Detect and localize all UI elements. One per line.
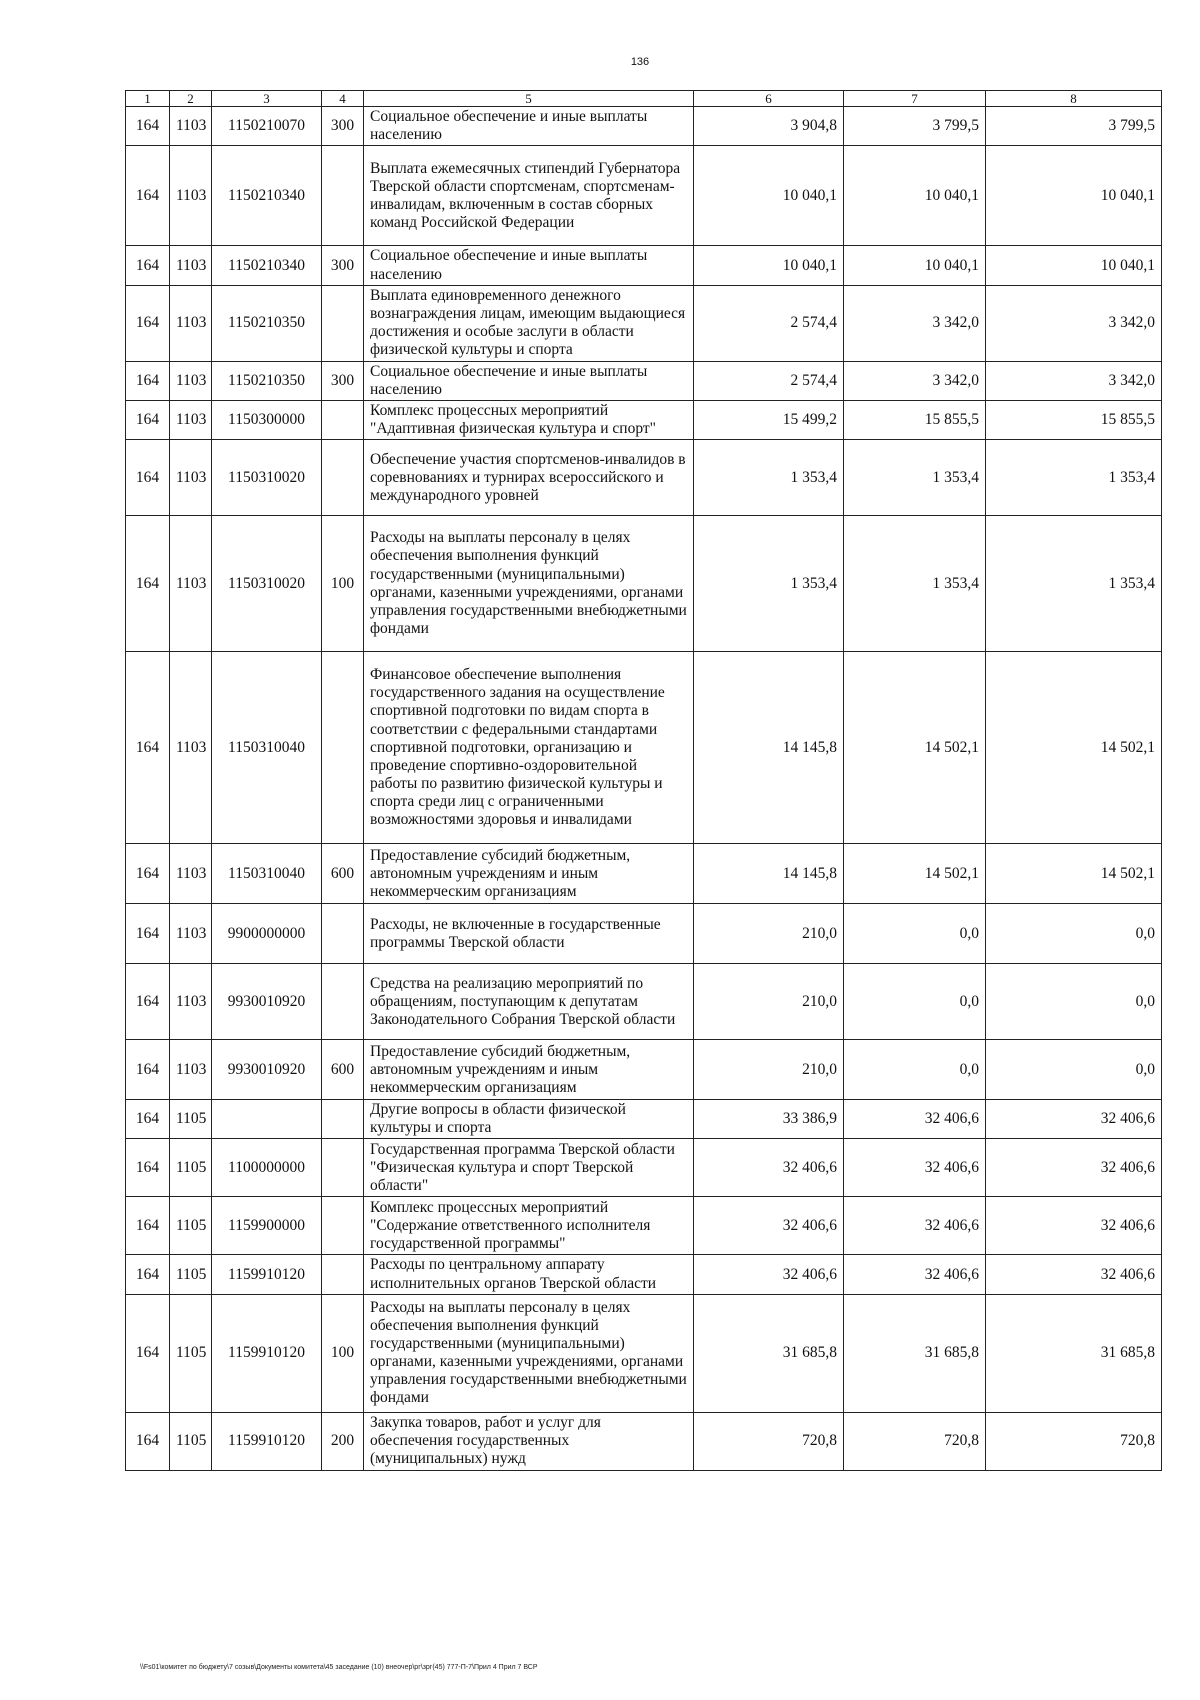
- cell-description: Государственная программа Тверской области "Физическая культура и спорт Тверской области": [364, 1139, 694, 1197]
- table-row: [126, 285, 1162, 361]
- cell-section-code: 164: [126, 904, 170, 964]
- cell-value-col8: 0,0: [986, 904, 1162, 964]
- cell-value-col8: 720,8: [986, 1412, 1162, 1470]
- cell-value-col7: 14 502,1: [844, 652, 986, 844]
- table-row: [126, 1294, 1162, 1412]
- cell-section-code: 164: [126, 146, 170, 246]
- cell-subsection-code: 1103: [170, 904, 212, 964]
- cell-expense-type: 200: [322, 1412, 364, 1470]
- table-row: [126, 146, 1162, 246]
- cell-section-code: 164: [126, 400, 170, 439]
- cell-target-article: 1159900000: [212, 1197, 322, 1255]
- table-row: [126, 440, 1162, 516]
- cell-value-col7: 1 353,4: [844, 516, 986, 652]
- cell-target-article: 1150210340: [212, 246, 322, 285]
- cell-target-article: 1150300000: [212, 400, 322, 439]
- cell-target-article: 9930010920: [212, 964, 322, 1040]
- cell-section-code: 164: [126, 964, 170, 1040]
- cell-description: Финансовое обеспечение выполнения государственного задания на осуществление спортивной подготовки по видам спорта в соответствии с федеральными стандартами спортивной подготовки, организацию и проведение спортивно-оздоровительной работы по развитию физической культуры и спорта среди лиц с ограниченными возможностями здоровья и инвалидами: [364, 652, 694, 844]
- cell-target-article: 1150310040: [212, 652, 322, 844]
- table-row: [126, 361, 1162, 400]
- cell-value-col6: 1 353,4: [694, 440, 844, 516]
- cell-expense-type: 300: [322, 107, 364, 146]
- cell-value-col8: 1 353,4: [986, 440, 1162, 516]
- budget-table: [125, 90, 1162, 1471]
- cell-subsection-code: 1103: [170, 107, 212, 146]
- cell-section-code: 164: [126, 361, 170, 400]
- cell-value-col6: 15 499,2: [694, 400, 844, 439]
- cell-value-col7: 3 799,5: [844, 107, 986, 146]
- cell-value-col7: 0,0: [844, 904, 986, 964]
- cell-expense-type: [322, 1100, 364, 1139]
- cell-value-col8: 31 685,8: [986, 1294, 1162, 1412]
- cell-value-col7: 720,8: [844, 1412, 986, 1470]
- cell-section-code: 164: [126, 1255, 170, 1294]
- cell-value-col7: 14 502,1: [844, 844, 986, 904]
- cell-value-col7: 3 342,0: [844, 361, 986, 400]
- cell-value-col8: 32 406,6: [986, 1255, 1162, 1294]
- cell-value-col6: 14 145,8: [694, 844, 844, 904]
- cell-subsection-code: 1103: [170, 964, 212, 1040]
- cell-subsection-code: 1105: [170, 1197, 212, 1255]
- cell-target-article: 1150210070: [212, 107, 322, 146]
- cell-value-col8: 3 342,0: [986, 361, 1162, 400]
- table-row: [126, 844, 1162, 904]
- column-header-6: 6: [694, 91, 844, 107]
- table-header-row: [126, 91, 1162, 107]
- cell-value-col6: 33 386,9: [694, 1100, 844, 1139]
- cell-description: Комплекс процессных мероприятий "Содержание ответственного исполнителя государственной программы": [364, 1197, 694, 1255]
- cell-description: Социальное обеспечение и иные выплаты населению: [364, 361, 694, 400]
- cell-target-article: 9930010920: [212, 1040, 322, 1100]
- cell-expense-type: [322, 1197, 364, 1255]
- cell-value-col8: 10 040,1: [986, 146, 1162, 246]
- cell-subsection-code: 1105: [170, 1255, 212, 1294]
- cell-value-col7: 32 406,6: [844, 1255, 986, 1294]
- cell-value-col6: 1 353,4: [694, 516, 844, 652]
- cell-description: Комплекс процессных мероприятий "Адаптивная физическая культура и спорт": [364, 400, 694, 439]
- cell-description: Средства на реализацию мероприятий по обращениям, поступающим к депутатам Законодательного Собрания Тверской области: [364, 964, 694, 1040]
- cell-value-col7: 0,0: [844, 1040, 986, 1100]
- table-row: [126, 107, 1162, 146]
- table-row: [126, 1197, 1162, 1255]
- cell-subsection-code: 1103: [170, 440, 212, 516]
- cell-value-col6: 14 145,8: [694, 652, 844, 844]
- cell-description: Расходы на выплаты персоналу в целях обеспечения выполнения функций государственными (муниципальными) органами, казенными учреждениями, органами управления государственными внебюджетными фондами: [364, 516, 694, 652]
- cell-section-code: 164: [126, 1294, 170, 1412]
- cell-description: Выплата ежемесячных стипендий Губернатора Тверской области спортсменам, спортсменам-инвалидам, включенным в состав сборных команд Российской Федерации: [364, 146, 694, 246]
- cell-value-col6: 3 904,8: [694, 107, 844, 146]
- cell-expense-type: 100: [322, 516, 364, 652]
- cell-description: Выплата единовременного денежного вознаграждения лицам, имеющим выдающиеся достижения и особые заслуги в области физической культуры и спорта: [364, 285, 694, 361]
- table-row: [126, 1412, 1162, 1470]
- cell-section-code: 164: [126, 652, 170, 844]
- cell-section-code: 164: [126, 1197, 170, 1255]
- cell-value-col8: 15 855,5: [986, 400, 1162, 439]
- table-row: [126, 516, 1162, 652]
- cell-target-article: 1150210340: [212, 146, 322, 246]
- cell-subsection-code: 1105: [170, 1139, 212, 1197]
- cell-value-col7: 3 342,0: [844, 285, 986, 361]
- cell-subsection-code: 1103: [170, 516, 212, 652]
- cell-value-col7: 10 040,1: [844, 246, 986, 285]
- page-number: 136: [630, 56, 650, 68]
- cell-subsection-code: 1103: [170, 146, 212, 246]
- cell-value-col7: 10 040,1: [844, 146, 986, 246]
- cell-value-col6: 210,0: [694, 904, 844, 964]
- cell-value-col7: 32 406,6: [844, 1100, 986, 1139]
- cell-section-code: 164: [126, 516, 170, 652]
- cell-expense-type: 100: [322, 1294, 364, 1412]
- cell-subsection-code: 1103: [170, 400, 212, 439]
- table-row: [126, 246, 1162, 285]
- cell-target-article: 1159910120: [212, 1412, 322, 1470]
- cell-value-col8: 3 342,0: [986, 285, 1162, 361]
- cell-value-col6: 10 040,1: [694, 246, 844, 285]
- cell-value-col8: 10 040,1: [986, 246, 1162, 285]
- cell-subsection-code: 1105: [170, 1412, 212, 1470]
- cell-expense-type: [322, 1139, 364, 1197]
- cell-description: Расходы, не включенные в государственные программы Тверской области: [364, 904, 694, 964]
- table-row: [126, 1040, 1162, 1100]
- cell-description: Предоставление субсидий бюджетным, автономным учреждениям и иным некоммерческим организациям: [364, 1040, 694, 1100]
- cell-subsection-code: 1105: [170, 1294, 212, 1412]
- cell-subsection-code: 1103: [170, 652, 212, 844]
- cell-expense-type: 300: [322, 361, 364, 400]
- cell-value-col8: 3 799,5: [986, 107, 1162, 146]
- cell-value-col7: 1 353,4: [844, 440, 986, 516]
- column-header-4: 4: [322, 91, 364, 107]
- table-row: [126, 964, 1162, 1040]
- cell-value-col8: 32 406,6: [986, 1100, 1162, 1139]
- cell-value-col6: 32 406,6: [694, 1139, 844, 1197]
- cell-value-col6: 31 685,8: [694, 1294, 844, 1412]
- column-header-1: 1: [126, 91, 170, 107]
- cell-value-col7: 32 406,6: [844, 1139, 986, 1197]
- table-row: [126, 652, 1162, 844]
- column-header-3: 3: [212, 91, 322, 107]
- cell-subsection-code: 1105: [170, 1100, 212, 1139]
- cell-section-code: 164: [126, 285, 170, 361]
- cell-description: Расходы по центральному аппарату исполнительных органов Тверской области: [364, 1255, 694, 1294]
- cell-section-code: 164: [126, 1100, 170, 1139]
- footer-file-path: \\Fs01\комитет по бюджету\7 созыв\Документы комитета\45 заседание (10) внеочер\рг\зрг(45) 777-П-7\Прил 4 Прил 7 ВСР: [140, 1664, 538, 1671]
- table-row: [126, 1255, 1162, 1294]
- cell-section-code: 164: [126, 1040, 170, 1100]
- cell-target-article: 1150310020: [212, 516, 322, 652]
- table-row: [126, 1100, 1162, 1139]
- cell-value-col6: 32 406,6: [694, 1197, 844, 1255]
- cell-description: Предоставление субсидий бюджетным, автономным учреждениям и иным некоммерческим организациям: [364, 844, 694, 904]
- cell-expense-type: [322, 1255, 364, 1294]
- cell-expense-type: [322, 440, 364, 516]
- cell-subsection-code: 1103: [170, 1040, 212, 1100]
- cell-target-article: 9900000000: [212, 904, 322, 964]
- cell-value-col6: 210,0: [694, 1040, 844, 1100]
- cell-expense-type: [322, 285, 364, 361]
- cell-section-code: 164: [126, 107, 170, 146]
- cell-section-code: 164: [126, 1139, 170, 1197]
- cell-section-code: 164: [126, 1412, 170, 1470]
- table-row: [126, 1139, 1162, 1197]
- cell-value-col8: 0,0: [986, 1040, 1162, 1100]
- cell-subsection-code: 1103: [170, 361, 212, 400]
- column-header-5: 5: [364, 91, 694, 107]
- cell-value-col6: 720,8: [694, 1412, 844, 1470]
- cell-target-article: 1100000000: [212, 1139, 322, 1197]
- cell-description: Обеспечение участия спортсменов-инвалидов в соревнованиях и турнирах всероссийского и международного уровней: [364, 440, 694, 516]
- cell-target-article: [212, 1100, 322, 1139]
- cell-section-code: 164: [126, 844, 170, 904]
- cell-target-article: 1150210350: [212, 361, 322, 400]
- cell-subsection-code: 1103: [170, 246, 212, 285]
- cell-value-col8: 0,0: [986, 964, 1162, 1040]
- cell-value-col8: 32 406,6: [986, 1139, 1162, 1197]
- cell-description: Социальное обеспечение и иные выплаты населению: [364, 107, 694, 146]
- cell-value-col7: 15 855,5: [844, 400, 986, 439]
- cell-description: Расходы на выплаты персоналу в целях обеспечения выполнения функций государственными (муниципальными) органами, казенными учреждениями, органами управления государственными внебюджетными фондами: [364, 1294, 694, 1412]
- table-row: [126, 904, 1162, 964]
- cell-target-article: 1159910120: [212, 1255, 322, 1294]
- cell-expense-type: 300: [322, 246, 364, 285]
- cell-value-col6: 2 574,4: [694, 361, 844, 400]
- cell-expense-type: [322, 652, 364, 844]
- cell-value-col6: 2 574,4: [694, 285, 844, 361]
- cell-value-col6: 32 406,6: [694, 1255, 844, 1294]
- cell-subsection-code: 1103: [170, 285, 212, 361]
- cell-section-code: 164: [126, 440, 170, 516]
- cell-target-article: 1150310040: [212, 844, 322, 904]
- cell-value-col7: 32 406,6: [844, 1197, 986, 1255]
- cell-target-article: 1150210350: [212, 285, 322, 361]
- cell-expense-type: 600: [322, 844, 364, 904]
- cell-target-article: 1159910120: [212, 1294, 322, 1412]
- cell-value-col8: 32 406,6: [986, 1197, 1162, 1255]
- cell-description: Закупка товаров, работ и услуг для обеспечения государственных (муниципальных) нужд: [364, 1412, 694, 1470]
- cell-target-article: 1150310020: [212, 440, 322, 516]
- cell-value-col8: 14 502,1: [986, 844, 1162, 904]
- column-header-2: 2: [170, 91, 212, 107]
- cell-value-col6: 210,0: [694, 964, 844, 1040]
- cell-value-col7: 0,0: [844, 964, 986, 1040]
- cell-subsection-code: 1103: [170, 844, 212, 904]
- cell-expense-type: [322, 964, 364, 1040]
- cell-expense-type: 600: [322, 1040, 364, 1100]
- cell-expense-type: [322, 904, 364, 964]
- cell-description: Другие вопросы в области физической культуры и спорта: [364, 1100, 694, 1139]
- cell-expense-type: [322, 146, 364, 246]
- table-body: [126, 107, 1162, 1471]
- cell-value-col7: 31 685,8: [844, 1294, 986, 1412]
- cell-section-code: 164: [126, 246, 170, 285]
- column-header-7: 7: [844, 91, 986, 107]
- column-header-8: 8: [986, 91, 1162, 107]
- cell-value-col8: 14 502,1: [986, 652, 1162, 844]
- cell-expense-type: [322, 400, 364, 439]
- cell-value-col8: 1 353,4: [986, 516, 1162, 652]
- cell-description: Социальное обеспечение и иные выплаты населению: [364, 246, 694, 285]
- cell-value-col6: 10 040,1: [694, 146, 844, 246]
- table-row: [126, 400, 1162, 439]
